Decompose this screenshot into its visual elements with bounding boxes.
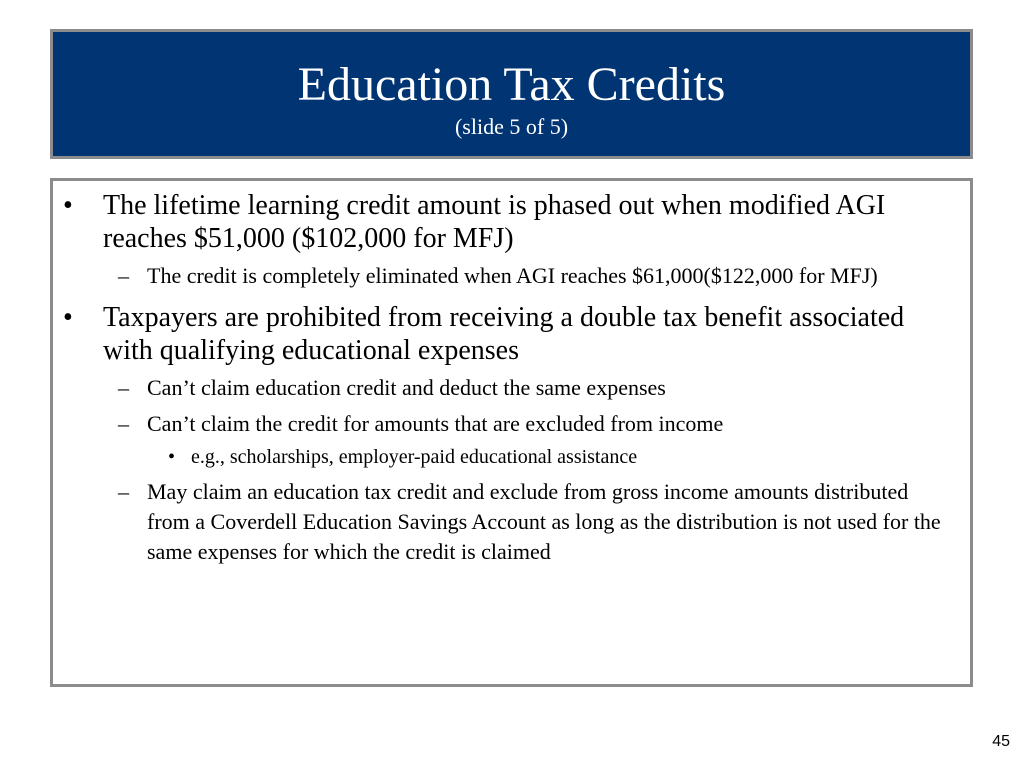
- sub-bullet-text: The credit is completely eliminated when AGI reaches $61,000($122,000 for MFJ): [147, 263, 878, 288]
- sub-bullet-item: [63, 373, 954, 403]
- sub-sub-bullet-item: [63, 444, 954, 471]
- sub-bullet-item: [63, 477, 954, 567]
- sub-bullet-text: May claim an education tax credit and exclude from gross income amounts distributed from a Coverdell Education Savings Account as long as the distribution is not used for the same expenses for which the credit is claimed: [147, 479, 941, 564]
- small-bullet-marker: •: [168, 446, 176, 468]
- bullet-item: [63, 189, 954, 255]
- sub-bullet-text: Can’t claim the credit for amounts that are excluded from income: [147, 411, 724, 436]
- content-panel: [50, 178, 973, 687]
- bullet-text: Taxpayers are prohibited from receiving a double tax benefit associated with qualifying educational expenses: [103, 302, 905, 366]
- slide-subtitle: (slide 5 of 5): [454, 114, 569, 139]
- page-number: 45: [992, 733, 1010, 750]
- dash-marker: –: [118, 479, 129, 504]
- slide-title: Education Tax Credits: [297, 58, 726, 111]
- bullet-text: The lifetime learning credit amount is phased out when modified AGI reaches $51,000 ($102,000 for MFJ): [103, 190, 886, 254]
- bullet-marker: •: [63, 302, 73, 333]
- dash-marker: –: [118, 411, 129, 436]
- bullet-marker: •: [63, 190, 73, 221]
- sub-bullet-item: [63, 261, 954, 291]
- dash-marker: –: [118, 263, 129, 288]
- title-banner: [50, 29, 973, 159]
- dash-marker: –: [118, 375, 129, 400]
- sub-bullet-item: [63, 409, 954, 439]
- sub-bullet-text: Can’t claim education credit and deduct the same expenses: [147, 375, 666, 400]
- sub-sub-bullet-text: e.g., scholarships, employer-paid educational assistance: [191, 446, 638, 468]
- bullet-item: [63, 301, 954, 367]
